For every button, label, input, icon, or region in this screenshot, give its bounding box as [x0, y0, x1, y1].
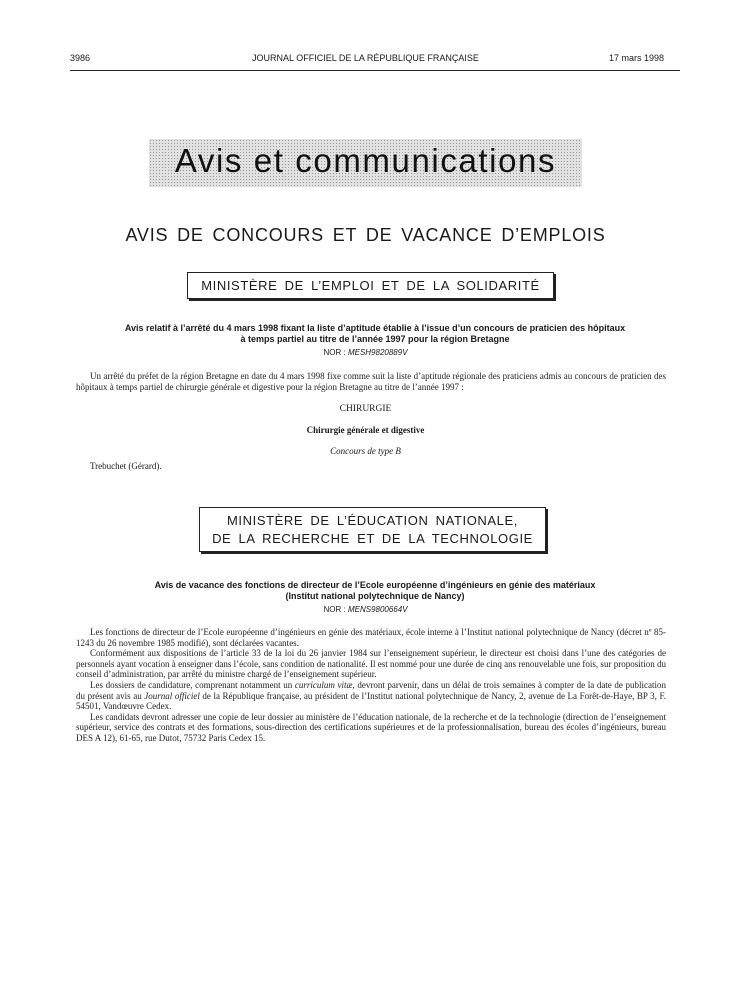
- notice2-paragraph-1: Les fonctions de directeur de l’Ecole européenne d’ingénieurs en génie des matériaux, école interne à l’Institut national polytechnique de Nancy (décret nº 85-1243 du 26 novembre 1985 modifié), sont déclarées vacantes.: [76, 627, 666, 648]
- nor-code: MESH9820889V: [347, 348, 408, 357]
- p3-curriculum: curriculum vitæ: [294, 679, 353, 690]
- p3-text-start: Les dossiers de candidature, comprenant notamment un: [90, 679, 293, 690]
- ministry-box-education: [199, 507, 546, 552]
- banner-title: Avis et communications: [174, 142, 557, 179]
- ministry-name-line2: DE LA RECHERCHE ET DE LA TECHNOLOGIE: [212, 531, 533, 546]
- ministry-name: MINISTÈRE DE L’EMPLOI ET DE LA SOLIDARITÉ: [201, 278, 540, 293]
- notice2-paragraph-2: Conformément aux dispositions de l’article 33 de la loi du 26 janvier 1984 sur l’enseignement supérieur, le directeur est choisi dans l’une des catégories de personnels ayant vocation à enseigner dans l’école, sans condition de nationalité. Il est nommé pour une durée de cinq ans renouvelable une fois, sur proposition du conseil d’administration, par arrêté du ministre chargé de l’enseignement supérieur.: [76, 648, 666, 680]
- contest-type: Concours de type B: [330, 446, 401, 456]
- nor-label: NOR :: [323, 605, 346, 614]
- nor-code: MENS9800664V: [347, 605, 408, 614]
- notice1-title-line2: à temps partiel au titre de l’année 1997 pour la région Bretagne: [240, 334, 510, 344]
- notice2-title-line2: (Institut national polytechnique de Nancy): [285, 591, 465, 601]
- notice1-paragraph: Un arrêté du préfet de la région Bretagne en date du 4 mars 1998 fixe comme suit la liste d’aptitude régionale des praticiens admis au concours de praticien des hôpitaux à temps partiel de chirurgie générale et digestive pour la région Bretagne au titre de l’année 1997 :: [76, 371, 666, 392]
- notice2-title-line1: Avis de vacance des fonctions de directeur de l’Ecole européenne d’ingénieurs en génie des matériaux: [154, 580, 596, 590]
- notice1-title: [70, 323, 680, 345]
- notice2-paragraph-4: Les candidats devront adresser une copie de leur dossier au ministère de l’éducation nationale, de la recherche et de la technologie (direction de l’enseignement supérieur, service des contrats et des formations, sous-direction des certifications supérieures et de la professionnalisation, bureau des écoles d’ingénieurs, bureau DES A 12), 61-65, rue Dutot, 75732 Paris Cedex 15.: [76, 711, 666, 743]
- notice1-body: [76, 371, 666, 392]
- p3-text-end: de la République française, au président de l’Institut national polytechnique de Nancy, 2, avenue de La Forêt-de-Haye, BP 3, F. 54501, Vandœuvre Cedex.: [76, 690, 667, 712]
- notice2-nor: [0, 605, 731, 614]
- notice2-title: [70, 580, 680, 602]
- notice2-body: [76, 627, 666, 744]
- notice1-nor: [0, 348, 731, 357]
- discipline-heading: CHIRURGIE: [339, 404, 392, 414]
- p3-journal: Journal officiel: [144, 690, 200, 701]
- issue-date: 17 mars 1998: [608, 53, 664, 63]
- journal-title: JOURNAL OFFICIEL DE LA RÉPUBLIQUE FRANÇAISE: [252, 53, 479, 63]
- ministry-box-emploi: [187, 272, 554, 299]
- candidate-name: Trebuchet (Gérard).: [90, 461, 162, 471]
- section-banner: [149, 139, 582, 187]
- section-heading: AVIS DE CONCOURS ET DE VACANCE D’EMPLOIS: [125, 225, 606, 245]
- nor-label: NOR :: [323, 348, 346, 357]
- notice2-paragraph-3: [76, 680, 666, 712]
- page-number: 3986: [70, 53, 91, 63]
- notice1-title-line1: Avis relatif à l’arrêté du 4 mars 1998 fixant la liste d’aptitude établie à l’issue d’un concours de praticien des hôpitaux: [124, 323, 626, 333]
- specialty-heading: Chirurgie générale et digestive: [306, 425, 425, 435]
- header-rule: [70, 70, 680, 71]
- ministry-name-line1: MINISTÈRE DE L’ÉDUCATION NATIONALE,: [226, 513, 518, 528]
- p3-text-middle: , devront parvenir, dans un délai de trois semaines à compter de la date de publication du présent avis au: [76, 679, 666, 701]
